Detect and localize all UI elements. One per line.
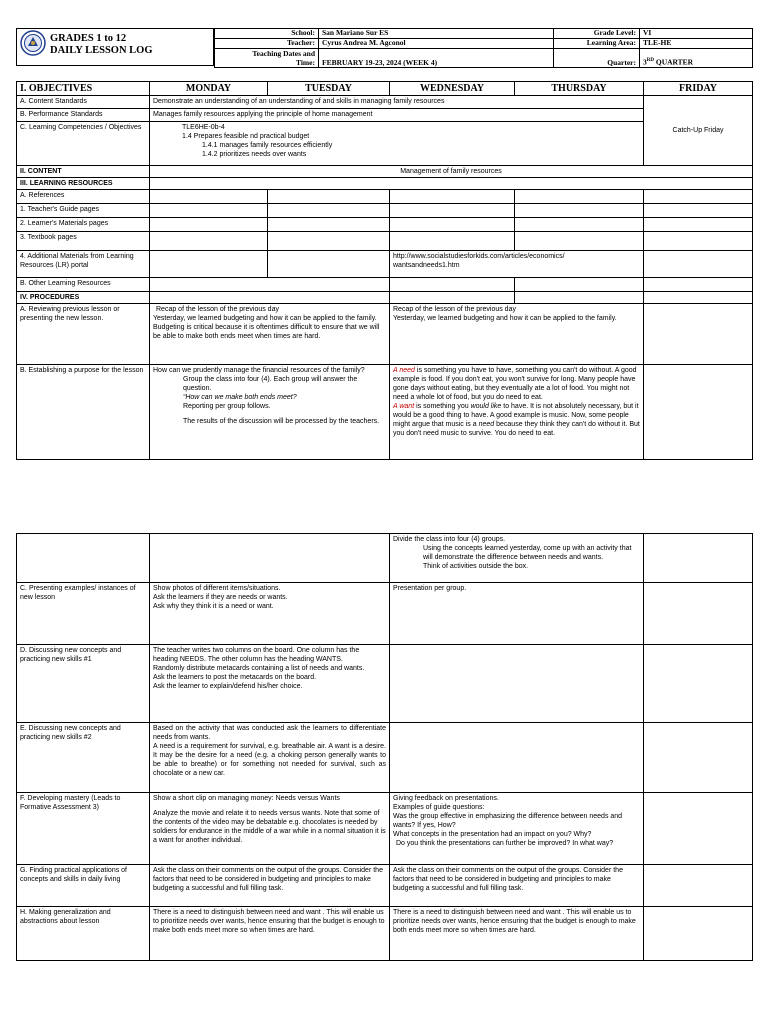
form-title-line1: GRADES 1 to 12 <box>50 33 127 44</box>
textbook-label: 3. Textbook pages <box>17 232 150 251</box>
group-activity-wednesday: Divide the class into four (4) groups. Using the concepts learned yesterday, come up with an activity that will demonstrate the difference between needs and wants. Think of activities outside the box. <box>390 534 644 583</box>
competencies-text: TLE6HE-0b-4 1.4 Prepares feasible nd practical budget 1.4.1 manages family resources efficiently 1.4.2 prioritizes needs over wants <box>150 122 644 166</box>
grade-value: VI <box>640 29 753 39</box>
content-standards-label: A. Content Standards <box>17 96 150 109</box>
school-label: School: <box>215 29 319 39</box>
tuesday-heading: TUESDAY <box>268 82 390 96</box>
content-text: Management of family resources <box>150 166 753 178</box>
examples-monday: Show photos of different items/situations. Ask the learners if they are needs or wants. Ask why they think it is a need or want. <box>150 583 390 645</box>
content-standards-text: Demonstrate an understanding of an understanding of and skills in managing family resources <box>150 96 644 109</box>
objectives-heading: I. OBJECTIVES <box>17 82 150 96</box>
monday-heading: MONDAY <box>150 82 268 96</box>
mastery-monday: Show a short clip on managing money: Needs versus Wants Analyze the movie and relate it to needs versus wants. Note that some of the contents of the video may be debatable e.g. chocolates is needed by soldiers for endurance in the middle of a war while in a normal situation it is a want for another individual. <box>150 793 390 865</box>
applications-label: G. Finding practical applications of concepts and skills in daily living <box>17 865 150 907</box>
purpose-monday: How can we prudently manage the financial resources of the family? Group the class into four (4). Each group will answer the question. “How can we make both ends meet? Reporting per group follows. The results of the discussion will be processed by the teachers. <box>150 365 390 460</box>
purpose-wednesday: A need is something you have to have, something you can't do without. A good example is food. If you don't eat, you won't survive for long. Many people have gone days without eating, but they eventually ate a lot of food. You might not need a whole lot of food, but you do need to eat. A want is something you would like to have. It is not absolutely necessary, but it would be a good thing to have. A good example is music. Now, some people might argue that music is a need because they think they can't do without it. But you don't need music to survive. You do need to eat. <box>390 365 644 460</box>
generalization-wednesday: There is a need to distinguish between need and want . This will enable us to prioritize needs over wants, hence ensuring that the budget is enough to make both ends meet more so when times are hard. <box>390 907 644 961</box>
examples-label: C. Presenting examples/ instances of new lesson <box>17 583 150 645</box>
review-monday: Recap of the lesson of the previous day Yesterday, we learned budgeting and how it can be applied to the family. Budgeting is critical because it is oftentimes difficult to ensure that we will be able to make both ends meet when times are hard. <box>150 304 390 365</box>
teacher-label: Teacher: <box>215 39 319 49</box>
additional-materials-label: 4. Additional Materials from Learning Resources (LR) portal <box>17 251 150 278</box>
quarter-label: Quarter: <box>554 49 640 68</box>
mastery-wednesday: Giving feedback on presentations. Examples of guide questions: Was the group effective in emphasizing the difference between needs and wants? If yes, How? What concepts in the presentation had an impact on you? Why? Do you think the presentations can further be improved? In what way? <box>390 793 644 865</box>
additional-materials-url: http://www.socialstudiesforkids.com/articles/economics/ wantsandneeds1.htm <box>390 251 644 278</box>
quarter-value: 3RD QUARTER <box>640 49 753 68</box>
teachers-guide-label: 1. Teacher's Guide pages <box>17 204 150 218</box>
content-label: II. CONTENT <box>17 166 150 178</box>
form-title-line2: DAILY LESSON LOG <box>50 45 153 56</box>
other-resources-label: B. Other Learning Resources <box>17 278 150 292</box>
discuss1-label: D. Discussing new concepts and practicing new skills #1 <box>17 645 150 723</box>
applications-wednesday: Ask the class on their comments on the output of the groups. Consider the factors that need to be considered in budgeting and principles to make budgeting a successful and full filling task. <box>390 865 644 907</box>
lesson-log-table-2 <box>16 533 753 961</box>
mastery-label: F. Developing mastery (Leads to Formative Assessment 3) <box>17 793 150 865</box>
discuss2-monday: Based on the activity that was conducted ask the learners to differentiate needs from wants. A need is a requirement for survival, e.g. breathable air. A want is a desire. It may be the desire for a need (e.g. a choking person generally wants to be able to breathe) or for something not needed for survival, such as chocolate or a new car. <box>150 723 390 793</box>
performance-standards-label: B. Performance Standards <box>17 109 150 122</box>
dates-label: Teaching Dates and Time: <box>215 49 319 68</box>
discuss1-monday: The teacher writes two columns on the board. One column has the heading NEEDS. The other column has the heading WANTS. Randomly distribute metacards containing a list of needs and wants. Ask the learners to post the metacards on the board. Ask the learner to explain/defend his/her choice. <box>150 645 390 723</box>
references-label: A. References <box>17 190 150 204</box>
learning-resources-label: III. LEARNING RESOURCES <box>17 178 150 190</box>
friday-catchup: Catch-Up Friday <box>644 96 753 166</box>
dates-value: FEBRUARY 19-23, 2024 (WEEK 4) <box>319 49 554 68</box>
procedures-label: IV. PROCEDURES <box>17 292 150 304</box>
teacher-value: Cyrus Andrea M. Agconol <box>319 39 554 49</box>
thursday-heading: THURSDAY <box>515 82 644 96</box>
school-value: San Mariano Sur ES <box>319 29 554 39</box>
wednesday-heading: WEDNESDAY <box>390 82 515 96</box>
competencies-label: C. Learning Competencies / Objectives <box>17 122 150 166</box>
friday-heading: FRIDAY <box>644 82 753 96</box>
discuss2-label: E. Discussing new concepts and practicing new skills #2 <box>17 723 150 793</box>
review-wednesday: Recap of the lesson of the previous day Yesterday, we learned budgeting and how it can be applied to the family. <box>390 304 644 365</box>
generalization-monday: There is a need to distinguish between need and want . This will enable us to prioritize needs over wants, hence ensuring that the budget is enough to make both ends meet more so when times are hard. <box>150 907 390 961</box>
purpose-label: B. Establishing a purpose for the lesson <box>17 365 150 460</box>
review-label: A. Reviewing previous lesson or presenting the new lesson. <box>17 304 150 365</box>
lesson-log-table-1 <box>16 81 753 460</box>
grade-label: Grade Level: <box>554 29 640 39</box>
performance-standards-text: Manages family resources applying the principle of home management <box>150 109 644 122</box>
learners-materials-label: 2. Learner's Materials pages <box>17 218 150 232</box>
applications-monday: Ask the class on their comments on the output of the groups. Consider the factors that need to be considered in budgeting and principles to make budgeting a successful and full filling task. <box>150 865 390 907</box>
area-value: TLE-HE <box>640 39 753 49</box>
examples-wednesday: Presentation per group. <box>390 583 644 645</box>
generalization-label: H. Making generalization and abstractions about lesson <box>17 907 150 961</box>
header-info-table <box>214 28 753 68</box>
area-label: Learning Area: <box>554 39 640 49</box>
deped-seal-icon <box>20 30 46 56</box>
